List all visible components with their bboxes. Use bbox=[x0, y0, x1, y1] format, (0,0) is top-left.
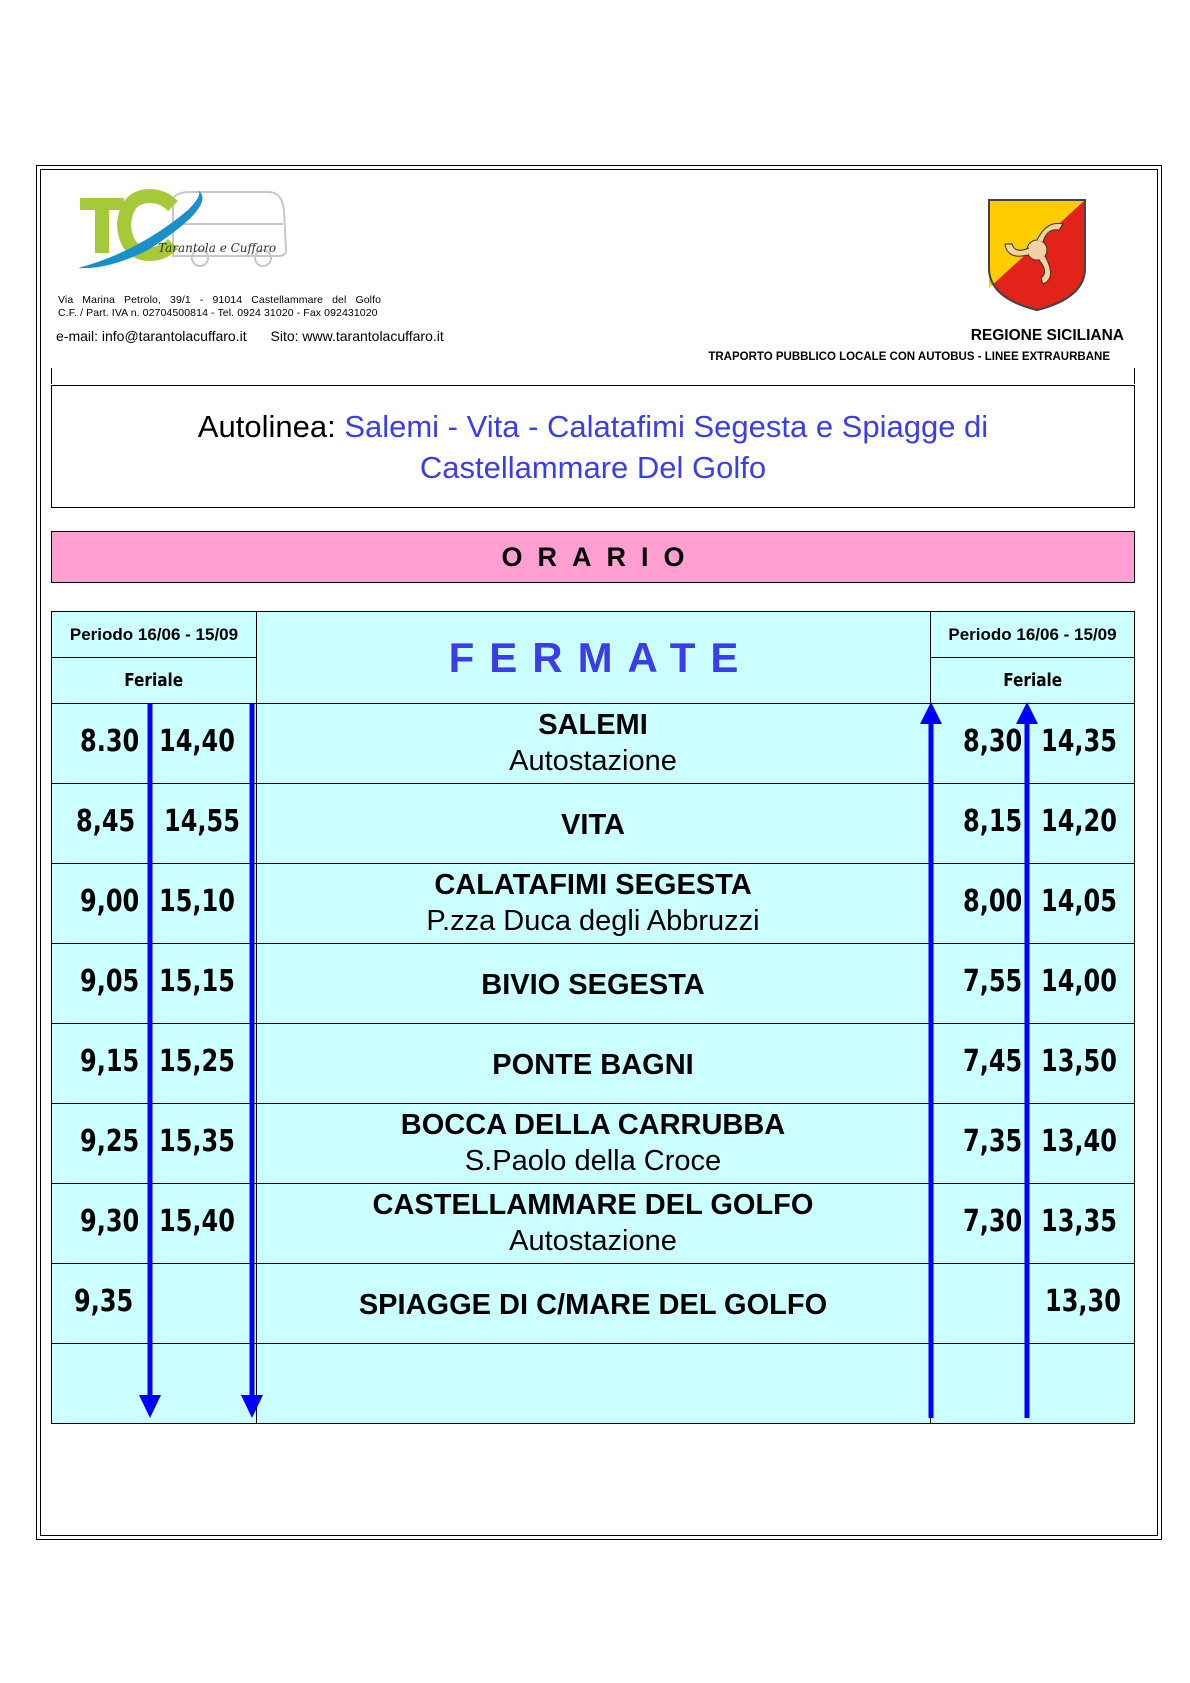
stop-name: VITA bbox=[561, 809, 625, 841]
outbound-time-first: 9,35 bbox=[74, 1284, 134, 1319]
outbound-time-second: 15,35 bbox=[159, 1124, 235, 1159]
company-tax-phone: C.F. / Part. IVA n. 02704500814 - Tel. 0924 31020 - Fax 092431020 bbox=[58, 307, 378, 319]
return-time-second: 14,00 bbox=[1041, 964, 1117, 999]
outbound-time-first: 9,00 bbox=[80, 884, 140, 919]
stop-location: Autostazione bbox=[509, 745, 677, 777]
outbound-time-second: 15,25 bbox=[159, 1044, 235, 1079]
outbound-time-second: 15,15 bbox=[159, 964, 235, 999]
return-time-second: 13,35 bbox=[1041, 1204, 1117, 1239]
svg-text:Tarantola e Cuffaro: Tarantola e Cuffaro bbox=[158, 241, 277, 255]
outbound-arrow-1 bbox=[139, 704, 161, 1418]
company-email[interactable]: e-mail: info@tarantolacuffaro.it bbox=[56, 328, 247, 344]
outbound-time-second: 15,10 bbox=[159, 884, 235, 919]
orario-banner: ORARIO bbox=[51, 531, 1135, 583]
return-arrow-2 bbox=[1016, 702, 1038, 1418]
stop-name: CASTELLAMMARE DEL GOLFO bbox=[372, 1189, 814, 1221]
return-arrow-1 bbox=[920, 702, 942, 1418]
company-website[interactable]: Sito: www.tarantolacuffaro.it bbox=[270, 328, 444, 344]
outbound-time-second: 15,40 bbox=[159, 1204, 235, 1239]
region-name: REGIONE SICILIANA bbox=[970, 327, 1124, 344]
return-time-second: 14,20 bbox=[1041, 804, 1117, 839]
right-period-header: Periodo 16/06 - 15/09 bbox=[930, 611, 1135, 658]
stop-location: P.zza Duca degli Abbruzzi bbox=[426, 905, 760, 937]
left-day-label: Feriale bbox=[124, 670, 184, 691]
outbound-time-first: 9,30 bbox=[80, 1204, 140, 1239]
return-time-second: 13,50 bbox=[1041, 1044, 1117, 1079]
return-time-second: 13,30 bbox=[1045, 1284, 1121, 1319]
right-day-label: Feriale bbox=[1003, 670, 1062, 691]
return-time-first: 8,15 bbox=[963, 804, 1023, 839]
transport-subtitle: TRAPORTO PUBBLICO LOCALE CON AUTOBUS - LINEE EXTRAURBANE bbox=[708, 351, 1110, 363]
outbound-time-first: 9,15 bbox=[80, 1044, 140, 1079]
outbound-time-first: 9,05 bbox=[80, 964, 140, 999]
return-time-first: 7,45 bbox=[963, 1044, 1023, 1079]
stop-name: BOCCA DELLA CARRUBBA bbox=[400, 1109, 786, 1141]
return-time-first: 8,30 bbox=[963, 724, 1023, 759]
return-time-second: 14,05 bbox=[1041, 884, 1117, 919]
outbound-time-first: 8.30 bbox=[80, 724, 140, 759]
outbound-time-second: 14,55 bbox=[164, 804, 240, 839]
outbound-time-first: 8,45 bbox=[76, 804, 136, 839]
stop-location: Autostazione bbox=[509, 1225, 677, 1257]
return-time-second: 13,40 bbox=[1041, 1124, 1117, 1159]
autolinea-route-line1: Salemi - Vita - Calatafimi Segesta e Spiagge di bbox=[344, 408, 989, 444]
autolinea-route-line2: Castellammare Del Golfo bbox=[419, 449, 767, 485]
stop-name: SALEMI bbox=[538, 709, 648, 741]
return-time-first: 7,35 bbox=[963, 1124, 1023, 1159]
return-time-first: 8,00 bbox=[963, 884, 1023, 919]
stop-name: CALATAFIMI SEGESTA bbox=[434, 869, 752, 901]
company-address: Via Marina Petrolo, 39/1 - 91014 Castellammare del Golfo bbox=[58, 294, 382, 306]
stop-name: BIVIO SEGESTA bbox=[481, 969, 705, 1001]
stop-name: PONTE BAGNI bbox=[492, 1049, 694, 1081]
left-period-header: Periodo 16/06 - 15/09 bbox=[51, 611, 257, 658]
outbound-time-first: 9,25 bbox=[80, 1124, 140, 1159]
return-time-second: 14,35 bbox=[1041, 724, 1117, 759]
return-time-first: 7,30 bbox=[963, 1204, 1023, 1239]
outbound-arrow-2 bbox=[241, 704, 263, 1418]
fermate-title: FERMATE bbox=[448, 633, 754, 681]
stop-name: SPIAGGE DI C/MARE DEL GOLFO bbox=[358, 1289, 828, 1321]
return-time-first: 7,55 bbox=[963, 964, 1023, 999]
autolinea-label: Autolinea: bbox=[197, 408, 336, 444]
outbound-time-second: 14,40 bbox=[159, 724, 235, 759]
stop-location: S.Paolo della Croce bbox=[464, 1145, 722, 1177]
